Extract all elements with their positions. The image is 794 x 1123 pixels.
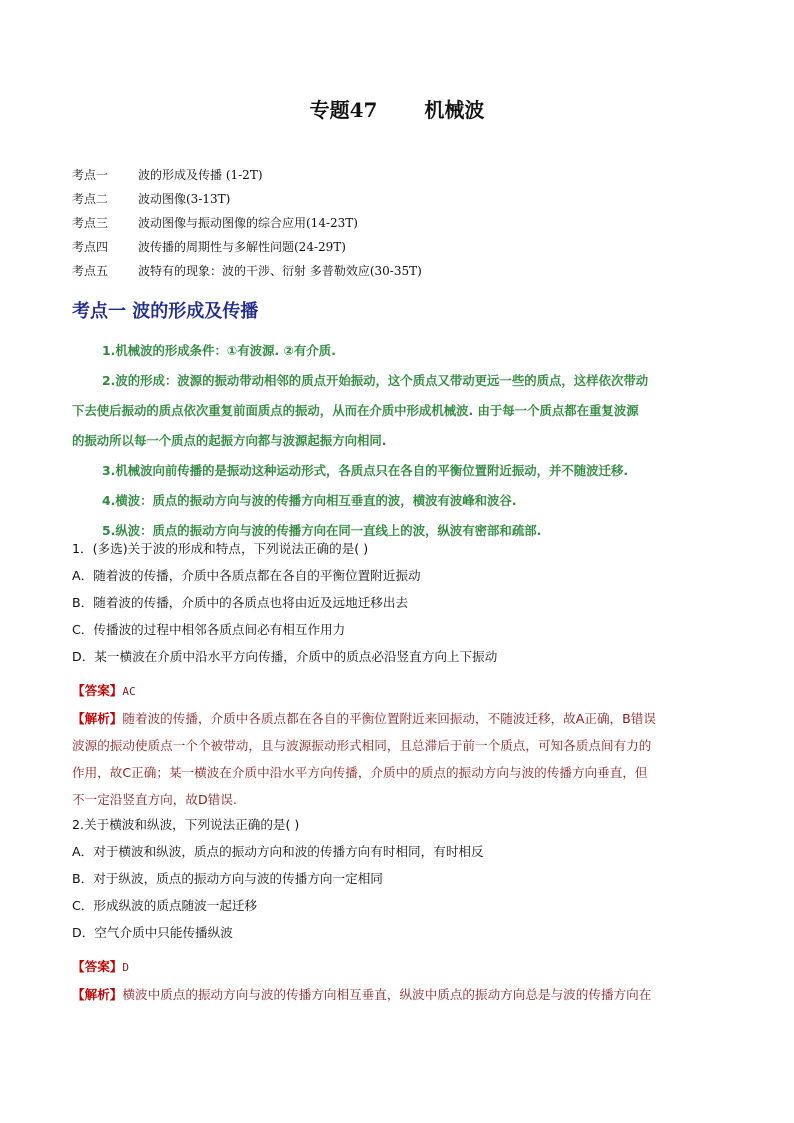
question-stem: 2.关于横波和纵波，下列说法正确的是( ) [72,817,300,832]
outline-item [72,215,722,239]
topic-outline [72,167,722,287]
outline-item [72,167,722,191]
question-2-solution [72,953,732,1008]
question-stem: 1．(多选)关于波的形成和特点，下列说法正确的是( ) [72,541,369,556]
explanation-text: 不一定沿竖直方向，故D错误. [72,792,237,807]
answer-label: 【答案】 [72,683,123,698]
answer-value: AC [122,685,136,698]
option-b: B．对于纵波，质点的振动方向与波的传播方向一定相同 [72,871,383,886]
title-topic-number: 专题47 [309,98,378,122]
outline-item-key: 考点四 [72,240,109,254]
option-d: D．某一横波在介质中沿水平方向传播，介质中的质点必沿竖直方向上下振动 [72,649,498,664]
explanation-line [72,705,732,732]
key-point: 下去使后振动的质点依次重复前面质点的振动，从而在介质中形成机械波. 由于每一个质点都在重复波源 [72,403,639,418]
outline-item-text: 波动图像与振动图像的综合应用(14-23T) [138,216,358,230]
key-point: 3.机械波向前传播的是振动这种运动形式，各质点只在各自的平衡位置附近振动，并不随波迁移. [102,463,629,478]
explanation-text: 作用，故C正确；某一横波在介质中沿水平方向传播，介质中的质点的振动方向与波的传播方向垂直，但 [72,765,648,780]
outline-item-key: 考点二 [72,192,109,206]
outline-item [72,263,722,287]
question-2 [72,811,732,946]
outline-item-text: 波传播的周期性与多解性问题(24-29T) [138,240,346,254]
title-topic-name: 机械波 [424,98,485,122]
question-1 [72,535,732,670]
answer-label: 【答案】 [72,959,123,974]
outline-item-text: 波动图像(3-13T) [138,192,231,206]
option-a: A．对于横波和纵波，质点的振动方向和波的传播方向有时相同，有时相反 [72,844,484,859]
key-point: 4.横波：质点的振动方向与波的传播方向相互垂直的波，横波有波峰和波谷. [102,493,517,508]
outline-item-text: 波的形成及传播 (1-2T) [138,168,263,182]
outline-item [72,191,722,215]
outline-item-key: 考点三 [72,216,109,230]
option-c: C．传播波的过程中相邻各质点间必有相互作用力 [72,622,346,637]
key-point: 5.纵波：质点的振动方向与波的传播方向在同一直线上的波，纵波有密部和疏部. [102,523,542,538]
option-d: D．空气介质中只能传播纵波 [72,925,233,940]
key-point: 1.机械波的形成条件：①有波源. ②有介质. [102,343,336,358]
answer-value: D [122,961,129,974]
explanation-text: 横波中质点的振动方向与波的传播方向相互垂直，纵波中质点的振动方向总是与波的传播方向在 [122,987,652,1002]
explanation-text: 随着波的传播，介质中各质点都在各自的平衡位置附近来回振动，不随波迁移，故A正确，B错误 [122,711,656,726]
answer-line [72,953,732,981]
explanation-line [72,981,732,1008]
question-1-solution [72,677,732,813]
option-c: C．形成纵波的质点随波一起迁移 [72,898,258,913]
key-point: 的振动所以每一个质点的起振方向都与波源起振方向相同. [72,433,387,448]
explanation-text: 波源的振动使质点一个个被带动，且与波源振动形式相同，且总滞后于前一个质点，可知各质点间有力的 [72,738,652,753]
outline-item-text: 波特有的现象：波的干涉、衍射 多普勒效应(30-35T) [138,264,422,278]
explanation-label: 【解析】 [72,711,123,726]
section-heading: 考点一 波的形成及传播 [72,301,259,322]
outline-item-key: 考点一 [72,168,109,182]
page-title [0,94,794,123]
key-points [72,336,732,546]
outline-item [72,239,722,263]
key-point: 2.波的形成：波源的振动带动相邻的质点开始振动，这个质点又带动更远一些的质点，这样依次带动 [102,373,649,388]
option-a: A．随着波的传播，介质中各质点都在各自的平衡位置附近振动 [72,568,421,583]
answer-line [72,677,732,705]
outline-item-key: 考点五 [72,264,109,278]
option-b: B．随着波的传播，介质中的各质点也将由近及远地迁移出去 [72,595,409,610]
explanation-label: 【解析】 [72,987,123,1002]
